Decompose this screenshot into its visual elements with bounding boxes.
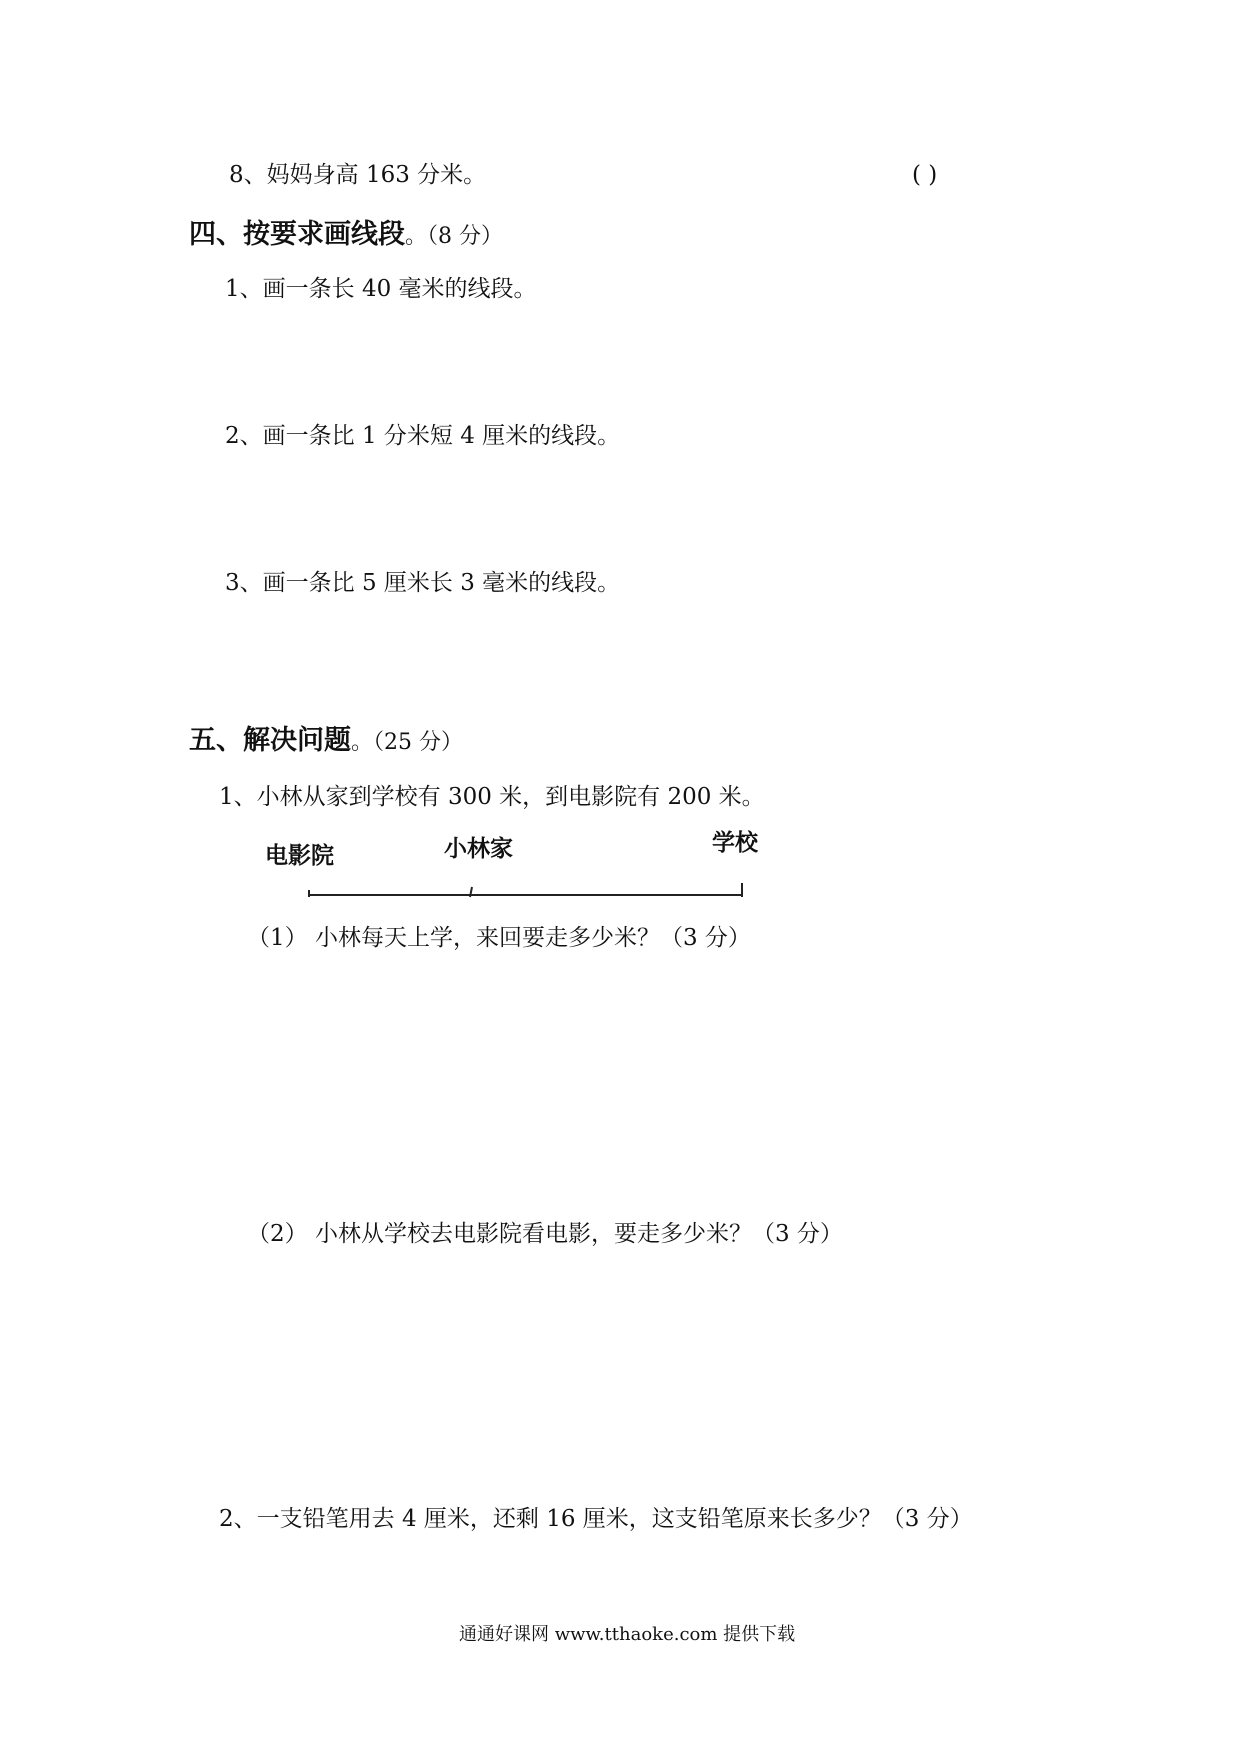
problem-1-text: 1、小林从家到学校有 300 米，到电影院有 200 米。: [219, 784, 765, 810]
footer-credit: 通通好课网 www.tthaoke.com 提供下载: [459, 1624, 796, 1645]
diagram-label-cinema: 电影院: [265, 843, 334, 869]
problem-1-sub-2: （2） 小林从学校去电影院看电影，要走多少米？（3 分）: [247, 1221, 843, 1247]
section-5-score: 。（25 分）: [351, 730, 463, 755]
section-4-item-2: 2、画一条比 1 分米短 4 厘米的线段。: [225, 423, 621, 449]
section-5-title: 五、解决问题: [189, 725, 351, 756]
distance-line-diagram: [300, 870, 800, 910]
diagram-label-home: 小林家: [444, 836, 513, 862]
section-5-heading: [189, 727, 463, 754]
section-4-item-1: 1、画一条长 40 毫米的线段。: [225, 276, 537, 302]
problem-2-text: 2、一支铅笔用去 4 厘米，还剩 16 厘米，这支铅笔原来长多少？（3 分）: [219, 1506, 973, 1532]
section-4-heading: [189, 221, 503, 248]
answer-parentheses: ( ): [912, 162, 938, 188]
diagram-label-school: 学校: [712, 830, 758, 856]
question-8-text: 8、妈妈身高 163 分米。: [229, 162, 487, 188]
problem-1-sub-1: （1） 小林每天上学，来回要走多少米？（3 分）: [247, 925, 751, 951]
section-4-item-3: 3、画一条比 5 厘米长 3 毫米的线段。: [225, 570, 621, 596]
section-4-title: 四、按要求画线段: [189, 219, 405, 250]
section-4-score: 。（8 分）: [405, 224, 503, 249]
